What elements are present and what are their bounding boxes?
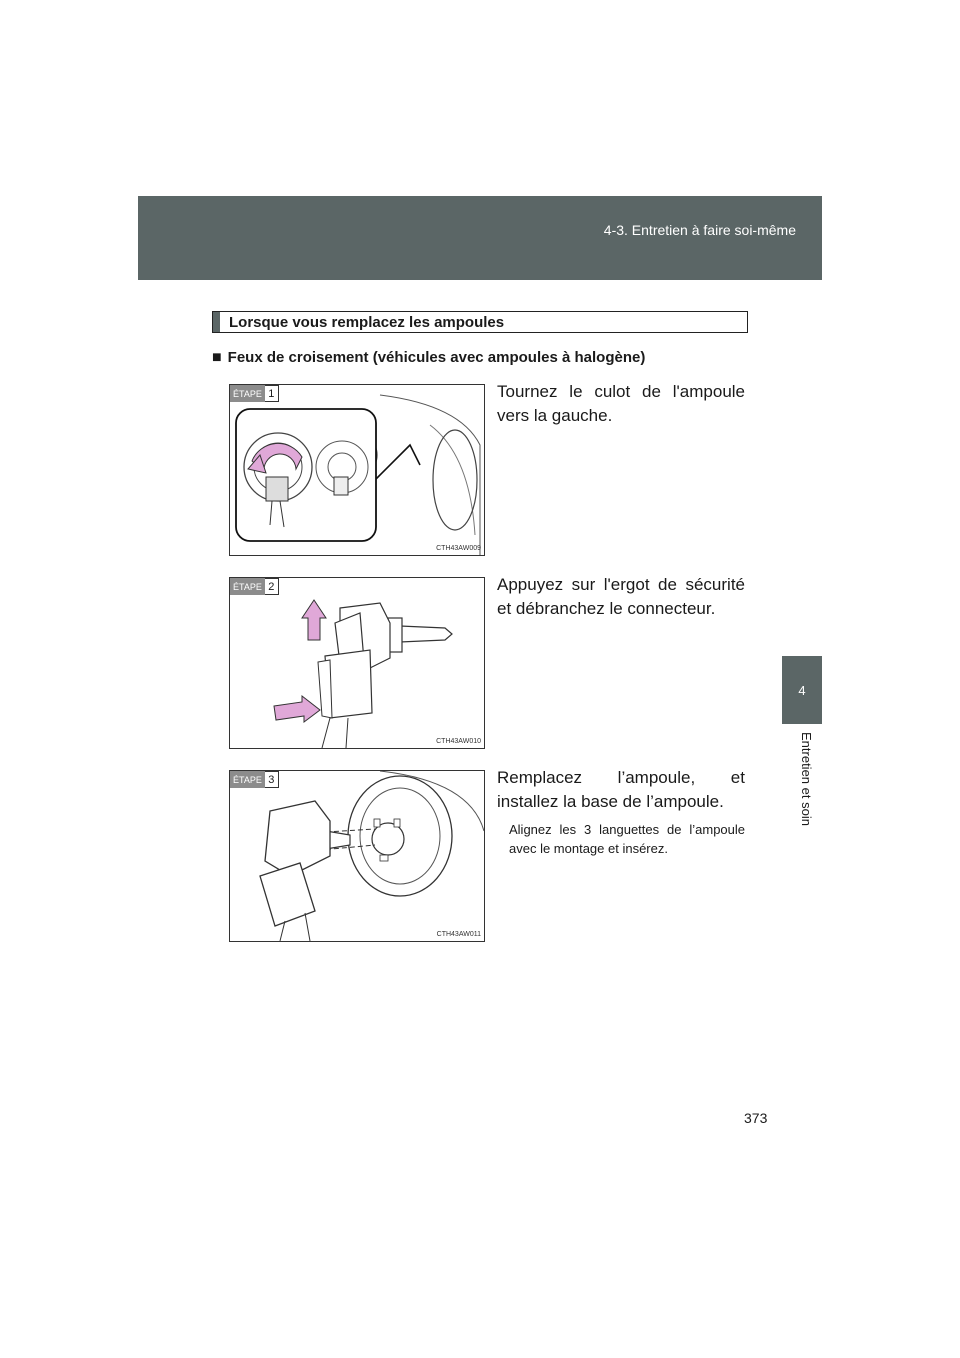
figure-code: CTH43AW011 [436,931,481,938]
header-band [138,196,822,280]
figure-code: CTH43AW010 [436,738,481,745]
section-title-bar [212,311,748,333]
step-number: 1 [265,385,279,402]
headlight-bulb-rotate-illustration [230,385,484,555]
connector-release-illustration [230,578,484,748]
chapter-title: Entretien et soin [799,732,814,826]
section-bar-accent [213,312,220,332]
section-title: Lorsque vous remplacez les ampoules [229,314,505,331]
step-word: ÉTAPE [230,578,265,595]
step-3-badge [230,771,279,788]
step-number: 2 [265,578,279,595]
step-word: ÉTAPE [230,385,265,402]
page-number: 373 [744,1110,768,1126]
figure-code: CTH43AW009 [436,545,481,552]
step-3-note: Alignez les 3 languettes de l’ampoule avec le montage et insérez. [509,822,745,856]
step-1-badge [230,385,279,402]
step-2-badge [230,578,279,595]
sub-heading-text: Feux de croisement (véhicules avec ampoules à halogène) [227,349,646,366]
step-3-figure [229,770,485,942]
step-1-figure [229,384,485,556]
section-header-title: 4-3. Entretien à faire soi-même [603,222,796,238]
chapter-tab: 4 [782,656,822,724]
step-3-text: Remplacez l’ampoule, et installez la base de l’ampoule. [497,768,745,811]
step-1-text: Tournez le culot de l'ampoule vers la gauche. [497,382,745,425]
step-2-text: Appuyez sur l'ergot de sécurité et débranchez le connecteur. [497,575,745,618]
step-word: ÉTAPE [230,771,265,788]
square-bullet-icon: ■ [212,349,222,366]
sub-heading [212,349,645,367]
step-number: 3 [265,771,279,788]
step-2-figure [229,577,485,749]
bulb-install-illustration [230,771,484,941]
